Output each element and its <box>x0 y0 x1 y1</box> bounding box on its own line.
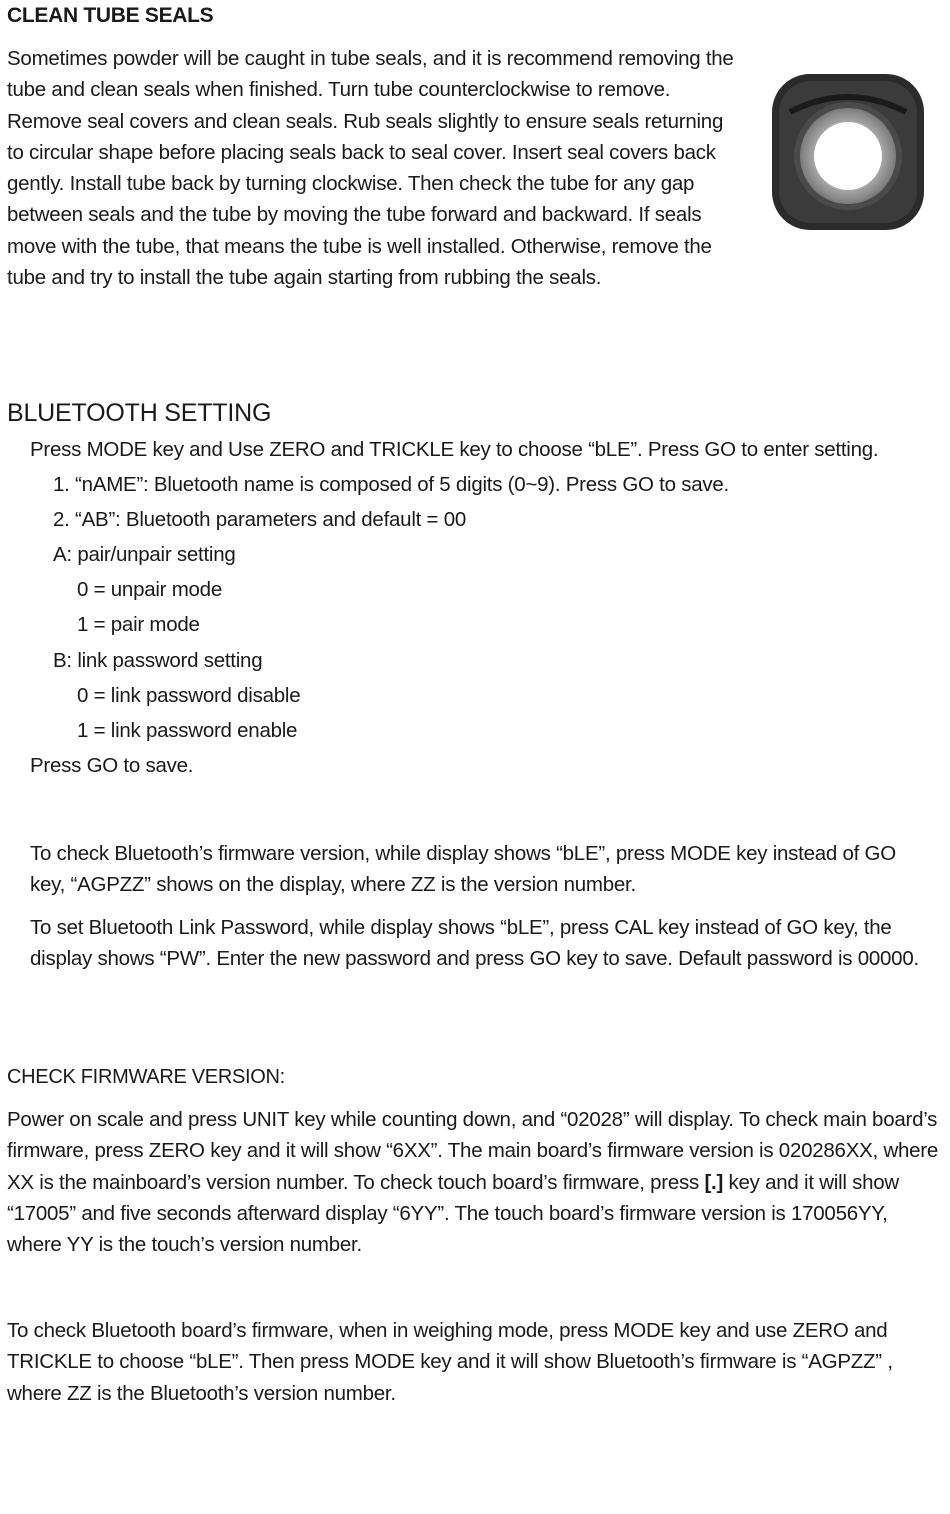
bluetooth-a-option-1: 1 = pair mode <box>77 613 200 636</box>
bluetooth-save: Press GO to save. <box>30 754 194 777</box>
firmware-p1-text-end: key and it will show “17005” and five seconds afterward display “6YY”. The touch board’s firmware version is 170056YY, where YY is the touch’s version number. <box>7 1170 899 1257</box>
bluetooth-item-name: 1. “nAME”: Bluetooth name is composed of 5 digits (0~9). Press GO to save. <box>53 473 729 496</box>
bluetooth-password-note: To set Bluetooth Link Password, while display shows “bLE”, press CAL key instead of GO key, the display shows “PW”. Enter the new password and press GO key to save. Default password is 00000. <box>30 916 919 971</box>
firmware-paragraph-1 <box>7 1104 942 1260</box>
bluetooth-a-option-0: 0 = unpair mode <box>77 578 222 601</box>
bluetooth-b-option-0: 0 = link password disable <box>77 684 301 707</box>
clean-tube-paragraph: Sometimes powder will be caught in tube seals, and it is recommend removing the tube and clean seals when finished. Turn tube counterclockwise to remove. Remove seal covers and clean seals. Rub seals slightly to ensure seals returning to circular shape before placing seals back to seal cover. Insert seal covers back gently. Install tube back by turning clockwise. Then check the tube for any gap between seals and the tube by moving the tube forward and backward. If seals move with the tube, that means the tube is well installed. Otherwise, remove the tube and try to install the tube again starting from rubbing the seals. <box>7 47 734 290</box>
period-key-label: [.] <box>704 1170 724 1194</box>
clean-tube-heading: CLEAN TUBE SEALS <box>7 4 214 27</box>
bluetooth-a-label: A: pair/unpair setting <box>53 543 236 566</box>
bluetooth-heading: BLUETOOTH SETTING <box>7 399 272 427</box>
bluetooth-b-option-1: 1 = link password enable <box>77 719 298 742</box>
firmware-heading: CHECK FIRMWARE VERSION: <box>7 1066 285 1088</box>
tube-seal-image <box>770 72 926 232</box>
firmware-paragraph-2: To check Bluetooth board’s firmware, when in weighing mode, press MODE key and use ZERO and TRICKLE to choose “bLE”. Then press MODE key and it will show Bluetooth’s firmware is “AGPZZ” , where ZZ is the Bluetooth’s version number. <box>7 1319 893 1405</box>
bluetooth-intro: Press MODE key and Use ZERO and TRICKLE key to choose “bLE”. Press GO to enter setting. <box>30 438 879 461</box>
bluetooth-firmware-note: To check Bluetooth’s firmware version, while display shows “bLE”, press MODE key instead of GO key, “AGPZZ” shows on the display, where ZZ is the version number. <box>30 842 896 897</box>
firmware-p1-text-start: Power on scale and press UNIT key while counting down, and “02028” will display. To check main board’s firmware, press ZERO key and it will show “6XX”. The main board’s firmware version is 020286XX, where XX is the mainboard’s version number. To check touch board’s firmware, press <box>7 1108 939 1194</box>
bluetooth-b-label: B: link password setting <box>53 649 263 672</box>
bluetooth-item-ab: 2. “AB”: Bluetooth parameters and default = 00 <box>53 508 466 531</box>
